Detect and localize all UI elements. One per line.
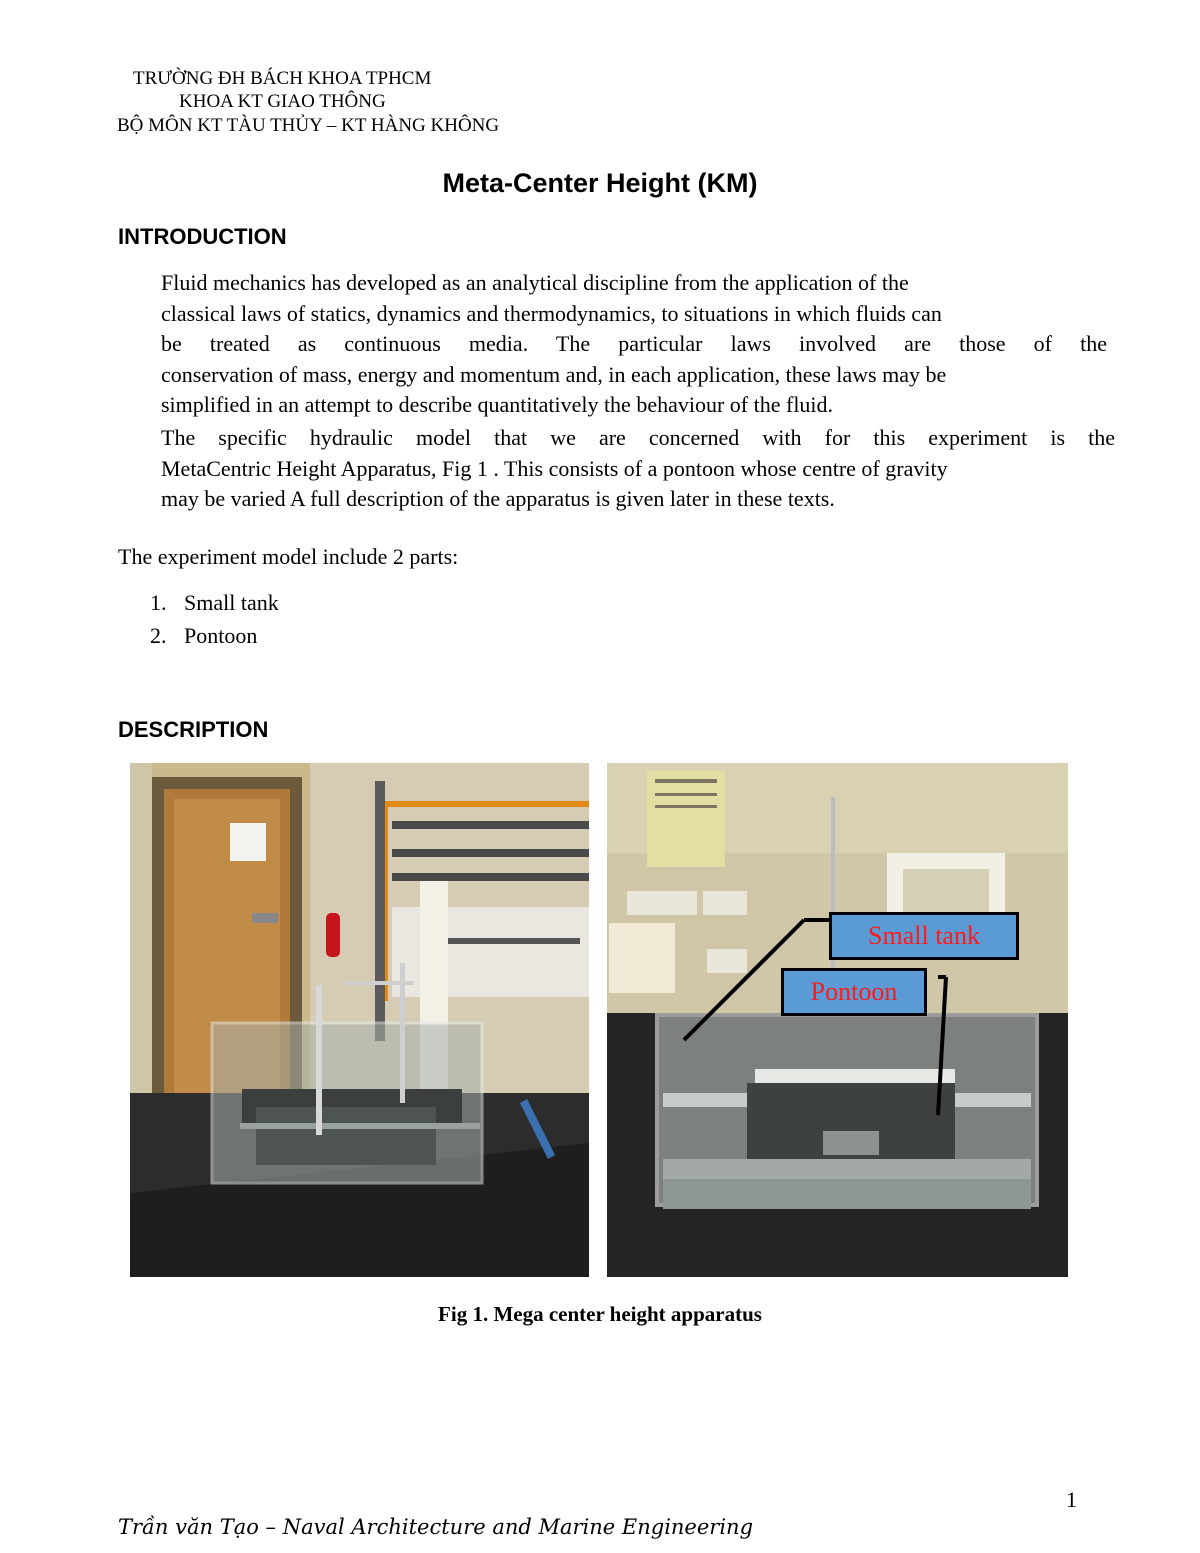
page-title: Meta-Center Height (KM) xyxy=(442,168,758,198)
paragraph-line: classical laws of statics, dynamics and thermodynamics, to situations in which fluids can xyxy=(161,300,942,326)
header-university: TRƯỜNG ĐH BÁCH KHOA TPHCM xyxy=(133,68,432,89)
paragraph-line: simplified in an attempt to describe quantitatively the behaviour of the fluid. xyxy=(161,392,834,417)
model-intro-text: The experiment model include 2 parts: xyxy=(118,544,459,569)
small-tank-label: Small tank xyxy=(829,912,1019,960)
paragraph-line: The specific hydraulic model that we are concerned with for this experiment is the xyxy=(161,425,1115,450)
list-number: 2. xyxy=(150,623,167,648)
paragraph-line: MetaCentric Height Apparatus, Fig 1 . This consists of a pontoon whose centre of gravity xyxy=(161,455,948,481)
list-label: Small tank xyxy=(184,590,279,615)
lab-photo-left xyxy=(130,763,589,1277)
paragraph-line: Fluid mechanics has developed as an analytical discipline from the application of the xyxy=(161,270,909,295)
figure-caption: Fig 1. Mega center height apparatus xyxy=(438,1302,762,1326)
header-department: BỘ MÔN KT TÀU THỦY – KT HÀNG KHÔNG xyxy=(117,115,500,136)
introduction-heading: INTRODUCTION xyxy=(118,224,287,249)
introduction-paragraph-2 xyxy=(161,423,1115,515)
lab-photo-left-image xyxy=(130,763,589,1277)
pontoon-pointer xyxy=(938,977,946,1115)
header-faculty: KHOA KT GIAO THÔNG xyxy=(179,91,386,112)
list-label: Pontoon xyxy=(184,623,258,648)
list-item xyxy=(150,590,279,616)
page-number: 1 xyxy=(1066,1487,1077,1512)
paragraph-line: be treated as continuous media. The particular laws involved are those of the xyxy=(161,331,1107,356)
pontoon-label: Pontoon xyxy=(781,968,927,1016)
paragraph-line: may be varied A full description of the apparatus is given later in these texts. xyxy=(161,486,835,511)
list-item xyxy=(150,623,257,649)
introduction-paragraph-1 xyxy=(161,268,1107,421)
list-number: 1. xyxy=(150,590,167,615)
paragraph-line: conservation of mass, energy and momentum and, in each application, these laws may be xyxy=(161,361,947,387)
description-heading: DESCRIPTION xyxy=(118,717,269,742)
page-footer: Trần văn Tạo – Naval Architecture and Marine Engineering xyxy=(118,1515,754,1539)
